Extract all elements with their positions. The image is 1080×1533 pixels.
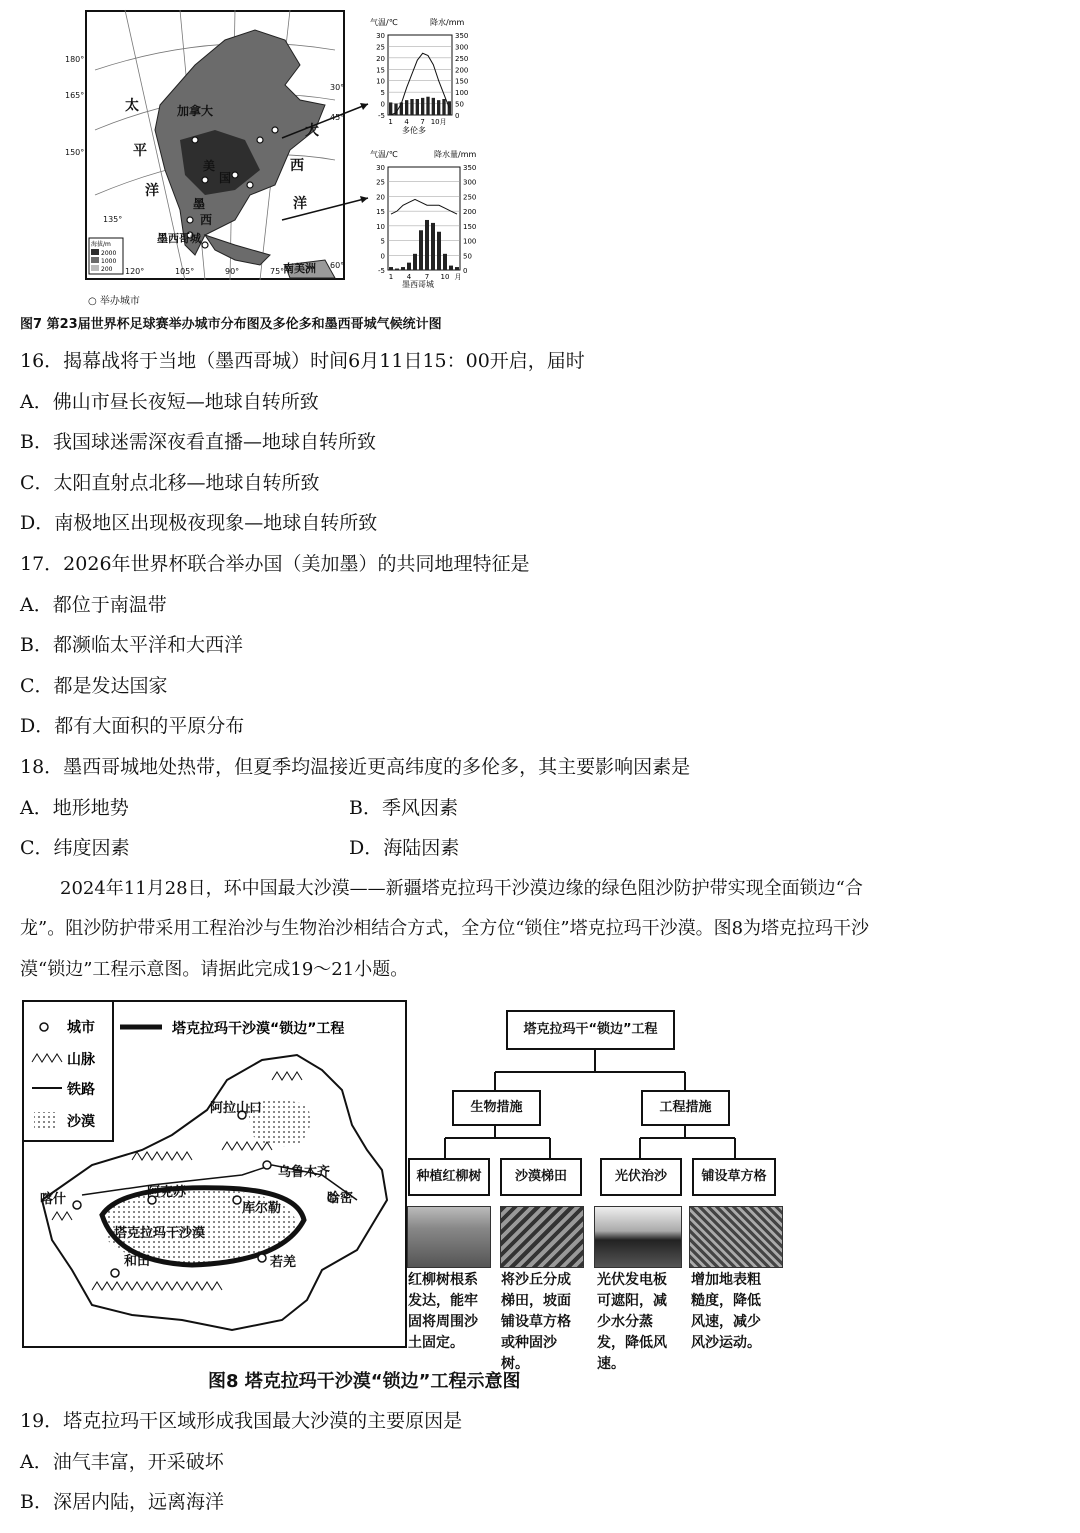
label-atlantic-2: 西 [290, 158, 304, 174]
city-korla: 库尔勒 [242, 1201, 282, 1216]
lon-105: 105° [175, 267, 195, 276]
city-alashankou: 阿拉山口 [210, 1101, 263, 1116]
precip-bar [431, 223, 435, 270]
q16-option-d: D．南极地区出现极夜现象—地球自转所致 [20, 512, 378, 534]
q16-option-a: A．佛山市昼长夜短—地球自转所致 [20, 391, 319, 413]
q17-option-d: D．都有大面积的平原分布 [20, 715, 245, 737]
precip-bar [416, 99, 419, 115]
project-legend: 塔克拉玛干沙漠“锁边”工程 [172, 1021, 345, 1037]
right-tick-label: 250 [463, 193, 477, 202]
q19-option-b: B．深居内陆，远离海洋 [20, 1491, 224, 1513]
precip-bar [449, 266, 453, 270]
host-city-legend: ○ 举办城市 [88, 296, 140, 307]
xinjiang-map [22, 1000, 407, 1348]
right-tick-label: 150 [455, 77, 469, 86]
desc-m4: 增加地表粗糙度，降低风速，减少风沙运动。 [691, 1272, 761, 1351]
right-tick-label: 50 [463, 252, 472, 261]
city-ruoqiang: 若羌 [270, 1255, 297, 1270]
tree-root: 塔克拉玛干“锁边”工程 [506, 1010, 675, 1050]
right-tick-label: 250 [455, 54, 469, 63]
left-tick-label: 15 [376, 66, 385, 75]
q16-option-c: C．太阳直射点北移—地球自转所致 [20, 472, 320, 494]
precip-bar [395, 269, 399, 270]
tree-m1: 种植红柳树 [408, 1158, 490, 1196]
tree-eng: 工程措施 [641, 1090, 730, 1126]
map-legend [89, 238, 123, 274]
right-tick-label: 200 [455, 66, 469, 75]
label-mexico-1: 墨 [193, 197, 206, 211]
q18-option-a: A．地形地势 [20, 797, 129, 819]
right-tick-label: 100 [455, 89, 469, 98]
label-mexico-city: 墨西哥城 [157, 232, 201, 245]
precip-bar [419, 230, 423, 270]
precip-bar [442, 99, 445, 115]
right-tick-label: 300 [463, 178, 477, 187]
precip-bar [410, 99, 413, 115]
left-tick-label: 20 [376, 193, 385, 202]
precip-bar [389, 267, 393, 270]
q16-option-b: B．我国球迷需深夜看直播—地球自转所致 [20, 431, 376, 453]
x-tick-label: 7 [424, 273, 430, 281]
svg-text:2000: 2000 [101, 250, 117, 257]
left-tick-label: 30 [376, 164, 385, 172]
desc-m3: 光伏发电板可遮阳，减少水分蒸发，降低风速。 [597, 1272, 667, 1372]
svg-text:沙漠: 沙漠 [67, 1114, 95, 1130]
map-legend-8 [23, 1001, 113, 1141]
temperature-line [391, 53, 450, 115]
lat-60: 60° [330, 261, 345, 270]
svg-text:1000: 1000 [101, 258, 117, 265]
lon-75: 75° [270, 267, 285, 276]
precip-bar [443, 254, 447, 270]
lon-165: 165° [65, 91, 85, 100]
label-pacific-1: 太 [125, 98, 139, 114]
precip-bar [421, 98, 424, 115]
passage-line-2: 龙”。阻沙防护带采用工程治沙与生物治沙相结合方式，全方位“锁住”塔克拉玛干沙漠。图8为塔克拉玛干沙 [20, 918, 870, 939]
left-tick-label: 5 [380, 237, 385, 246]
x-tick-label: 1 [388, 118, 393, 126]
tree-m2: 沙漠梯田 [500, 1158, 582, 1196]
precip-bar [437, 232, 441, 270]
precip-bar [437, 100, 440, 115]
passage-line-3: 漠“锁边”工程示意图。请据此完成19～21小题。 [20, 959, 409, 980]
tree-bio: 生物措施 [452, 1090, 541, 1126]
x-tick-label: 月 [454, 273, 462, 281]
city-hotan: 和田 [124, 1254, 151, 1269]
precip-bar [432, 98, 435, 115]
left-tick-label: 20 [376, 54, 385, 63]
label-mexico-2: 西 [200, 213, 213, 227]
right-tick-label: 50 [455, 100, 464, 109]
precip-bar [401, 267, 405, 270]
precip-bar [455, 267, 459, 270]
lat-45: 45° [330, 113, 345, 122]
mexico-name: 墨西哥城 [402, 280, 434, 289]
svg-text:200: 200 [101, 266, 113, 273]
lon-90: 90° [225, 267, 240, 276]
left-tick-label: 25 [376, 178, 385, 187]
q18-option-c: C．纬度因素 [20, 837, 130, 859]
precip-bar [405, 100, 408, 115]
x-tick-label: 1 [388, 273, 394, 281]
x-tick-label: 10月 [430, 118, 447, 126]
precip-bar [426, 97, 429, 115]
q19-option-a: A．油气丰富，开采破坏 [20, 1451, 224, 1473]
mexico-ylabel-left: 气温/℃ [370, 150, 398, 159]
city-urumqi: 乌鲁木齐 [278, 1165, 331, 1180]
toronto-name: 多伦多 [402, 126, 426, 135]
lat-30: 30° [330, 83, 345, 92]
svg-text:海拔/m: 海拔/m [91, 241, 111, 248]
question-17: 17．2026年世界杯联合举办国（美加墨）的共同地理特征是 [20, 553, 530, 575]
toronto-ylabel-left: 气温/℃ [370, 18, 398, 27]
toronto-climate-chart [360, 15, 480, 135]
question-18: 18．墨西哥城地处热带，但夏季均温接近更高纬度的多伦多，其主要影响因素是 [20, 756, 691, 778]
precip-bar [425, 220, 429, 270]
lon-150: 150° [65, 148, 85, 157]
tree-m4: 铺设草方格 [692, 1158, 776, 1196]
label-atlantic-3: 洋 [293, 196, 307, 212]
left-tick-label: 10 [376, 77, 385, 86]
label-south-america: 南美洲 [283, 262, 316, 275]
lon-120: 120° [125, 267, 145, 276]
left-tick-label: 5 [380, 89, 385, 98]
figure-8-caption: 图8 塔克拉玛干沙漠“锁边”工程示意图 [208, 1371, 521, 1392]
left-tick-label: 0 [380, 100, 385, 109]
mexico-city-climate-chart [360, 145, 490, 290]
temperature-line [391, 199, 457, 214]
toronto-ylabel-right: 降水/mm [430, 18, 465, 27]
plot-frame [388, 167, 460, 270]
q18-option-b: B．季风因素 [349, 797, 458, 819]
left-tick-label: 10 [376, 222, 385, 231]
right-tick-label: 0 [455, 112, 460, 120]
left-tick-label: -5 [378, 112, 385, 120]
label-pacific-3: 洋 [145, 183, 159, 199]
desc-m1: 红柳树根系发达，能牢固将周围沙土固定。 [408, 1272, 478, 1351]
tamarisk-photo [407, 1206, 491, 1268]
tree-m3: 光伏治沙 [600, 1158, 682, 1196]
left-tick-label: 15 [376, 208, 385, 217]
label-usa-1: 美 [203, 159, 216, 173]
label-usa-2: 国 [219, 171, 232, 185]
svg-text:铁路: 铁路 [67, 1082, 95, 1098]
x-tick-label: 4 [406, 273, 412, 281]
right-tick-label: 200 [463, 208, 477, 217]
mexico-ylabel-right: 降水量/mm [434, 150, 477, 159]
precip-bar [407, 263, 411, 270]
grid-photo [689, 1206, 783, 1268]
desc-m2: 将沙丘分成梯田，坡面铺设草方格或种固沙树。 [501, 1272, 571, 1372]
left-tick-label: 0 [380, 252, 385, 261]
label-canada: 加拿大 [177, 104, 214, 118]
x-tick-label: 10 [440, 273, 450, 281]
city-hami: 哈密 [327, 1191, 354, 1206]
svg-text:山脉: 山脉 [67, 1052, 95, 1068]
q17-option-b: B．都濒临太平洋和大西洋 [20, 634, 243, 656]
left-tick-label: 25 [376, 43, 385, 52]
question-19: 19．塔克拉玛干区域形成我国最大沙漠的主要原因是 [20, 1410, 463, 1432]
right-tick-label: 150 [463, 222, 477, 231]
svg-text:城市: 城市 [67, 1020, 95, 1036]
precip-bar [413, 254, 417, 270]
q17-option-a: A．都位于南温带 [20, 594, 167, 616]
q17-option-c: C．都是发达国家 [20, 675, 168, 697]
question-16: 16．揭幕战将于当地（墨西哥城）时间6月11日15：00开启，届时 [20, 350, 585, 372]
figure-7-caption: 图7 第23届世界杯足球赛举办城市分布图及多伦多和墨西哥城气候统计图 [20, 317, 442, 332]
passage-line-1: 2024年11月28日，环中国最大沙漠——新疆塔克拉玛干沙漠边缘的绿色阻沙防护带实现全面锁边“合 [60, 878, 863, 899]
left-tick-label: -5 [378, 267, 385, 275]
solar-photo [594, 1206, 682, 1268]
q18-option-d: D．海陆因素 [349, 837, 460, 859]
lon-180: 180° [65, 55, 85, 64]
right-tick-label: 350 [463, 164, 477, 172]
city-aksu: 阿克苏 [147, 1185, 187, 1200]
right-tick-label: 300 [455, 43, 469, 52]
lon-135: 135° [103, 215, 123, 224]
right-tick-label: 350 [455, 32, 469, 40]
city-kashgar: 喀什 [40, 1192, 67, 1207]
label-pacific-2: 平 [133, 143, 147, 159]
x-tick-label: 7 [420, 118, 425, 126]
left-tick-label: 30 [376, 32, 385, 40]
terrace-photo [500, 1206, 584, 1268]
label-atlantic-1: 大 [305, 123, 319, 139]
x-tick-label: 4 [404, 118, 409, 126]
right-tick-label: 0 [463, 267, 468, 275]
taklamakan-label: 塔克拉玛干沙漠 [114, 1226, 206, 1241]
right-tick-label: 100 [463, 237, 477, 246]
precip-bar [389, 102, 392, 115]
